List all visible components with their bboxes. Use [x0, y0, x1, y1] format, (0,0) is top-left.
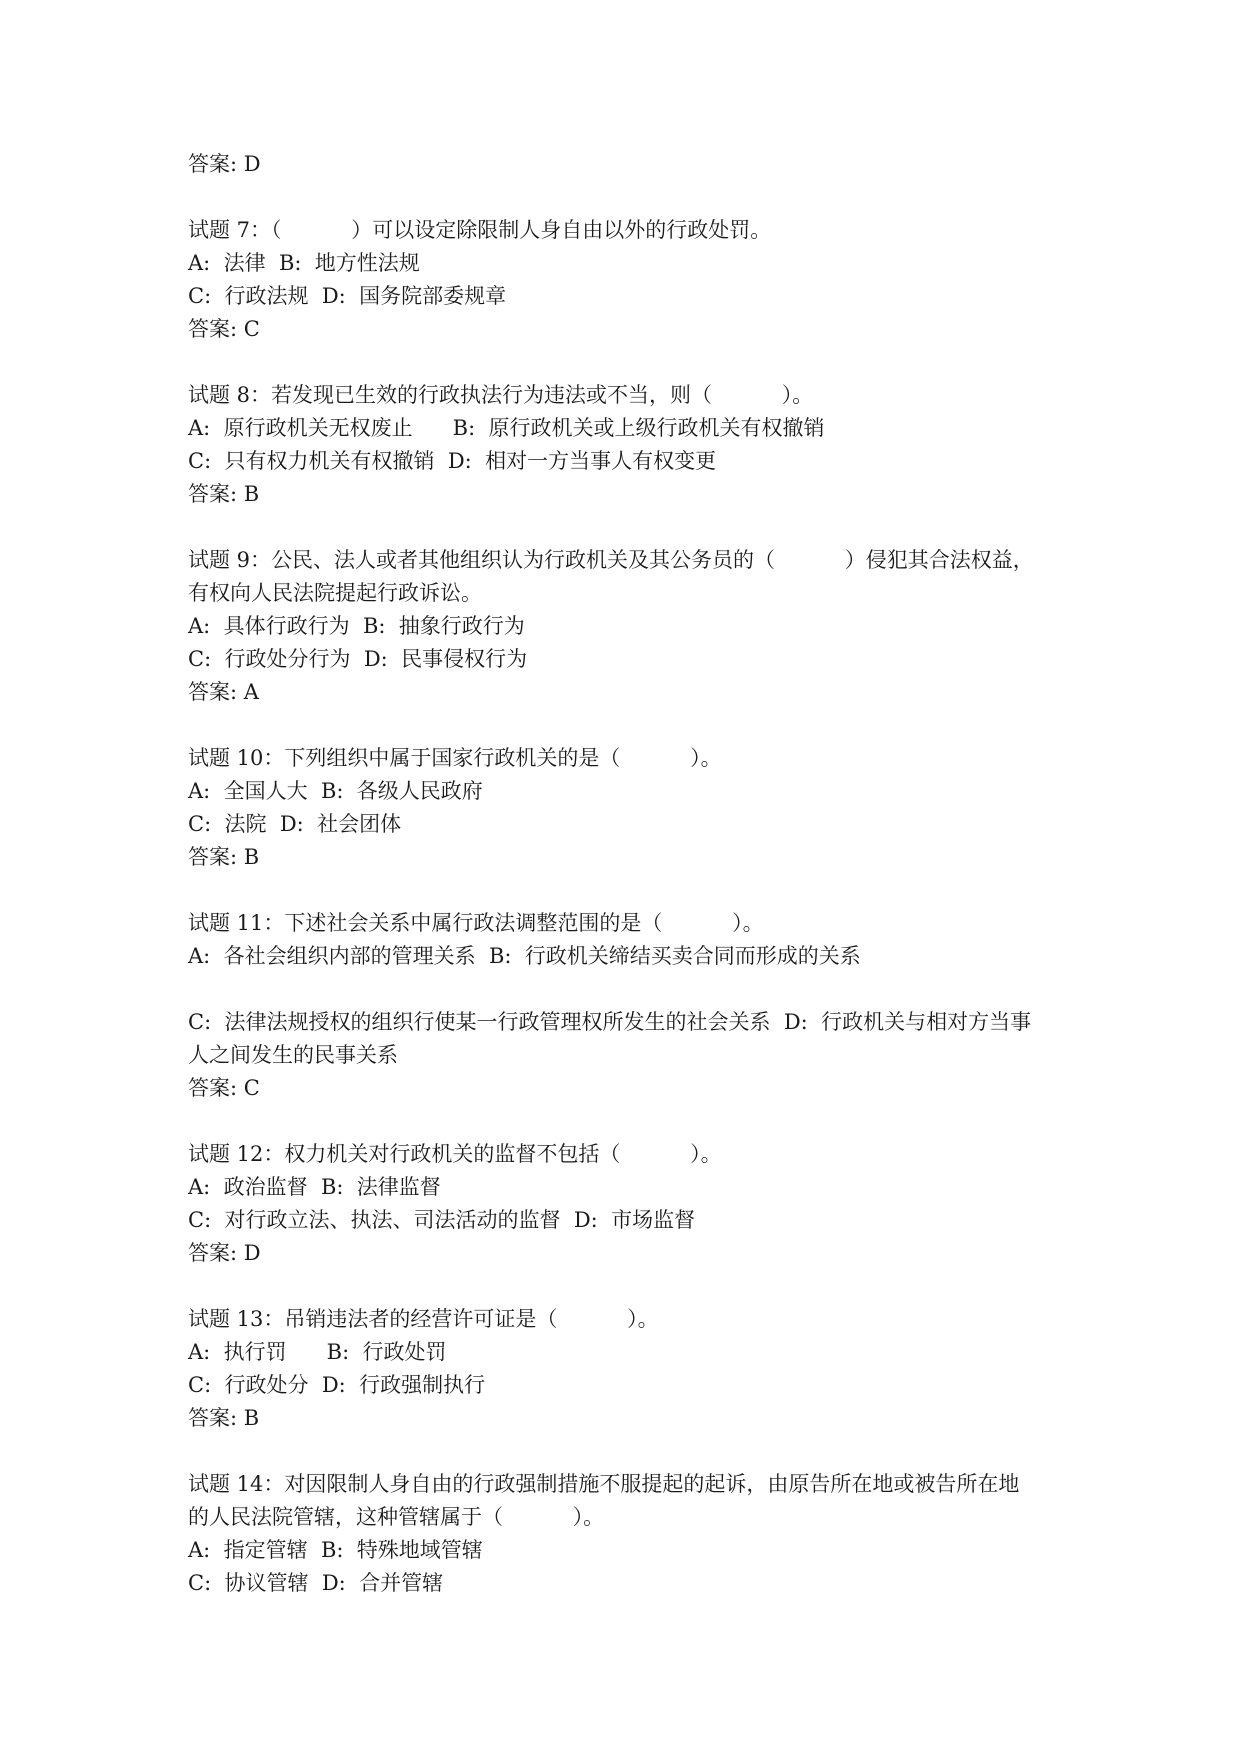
options-line: A: 指定管辖 B: 特殊地域管辖 [188, 1538, 483, 1562]
options-line: C: 对行政立法、执法、司法活动的监督 D: 市场监督 [188, 1208, 696, 1232]
question-14: 试题 14：对因限制人身自由的行政强制措施不服提起的起诉，由原告所在地或被告所在地 [188, 1472, 1020, 1496]
blank-line [188, 1435, 1068, 1468]
options-line: A: 具体行政行为 B: 抽象行政行为 [188, 614, 525, 638]
blank-line [188, 709, 1068, 742]
question-7: 试题 7：（ ）可以设定除限制人身自由以外的行政处罚。 [188, 218, 772, 242]
text-line: 答案: D [188, 152, 261, 176]
blank-line [188, 511, 1068, 544]
options-line: C: 法律法规授权的组织行使某一行政管理权所发生的社会关系 D: 行政机关与相对方当事 [188, 1010, 1032, 1034]
options-line: A: 原行政机关无权废止 B: 原行政机关或上级行政机关有权撤销 [188, 416, 825, 440]
options-line: C: 协议管辖 D: 合并管辖 [188, 1571, 444, 1595]
answer-line: 答案: C [188, 1076, 260, 1100]
blank-line [188, 1105, 1068, 1138]
question-10: 试题 10：下列组织中属于国家行政机关的是（ ）。 [188, 746, 722, 770]
options-line: C: 法院 D: 社会团体 [188, 812, 402, 836]
options-line: C: 只有权力机关有权撤销 D: 相对一方当事人有权变更 [188, 449, 717, 473]
question-9-continued: 有权向人民法院提起行政诉讼。 [188, 581, 482, 605]
answer-line: 答案: D [188, 1241, 261, 1265]
blank-line [188, 973, 1068, 1006]
answer-line: 答案: B [188, 1406, 260, 1430]
question-9: 试题 9：公民、法人或者其他组织认为行政机关及其公务员的（ ）侵犯其合法权益， [188, 548, 1034, 572]
options-line: A: 全国人大 B: 各级人民政府 [188, 779, 483, 803]
options-line: A: 法律 B: 地方性法规 [188, 251, 420, 275]
options-line-continued: 人之间发生的民事关系 [188, 1043, 398, 1067]
question-11: 试题 11：下述社会关系中属行政法调整范围的是（ ）。 [188, 911, 764, 935]
options-line: A: 政治监督 B: 法律监督 [188, 1175, 441, 1199]
blank-line [188, 874, 1068, 907]
options-line: C: 行政处分行为 D: 民事侵权行为 [188, 647, 528, 671]
question-13: 试题 13：吊销违法者的经营许可证是（ ）。 [188, 1307, 659, 1331]
answer-line: 答案: A [188, 680, 259, 704]
document-page [188, 148, 1068, 1600]
options-line: C: 行政处分 D: 行政强制执行 [188, 1373, 486, 1397]
blank-line [188, 181, 1068, 214]
blank-line [188, 1270, 1068, 1303]
answer-line: 答案: C [188, 317, 260, 341]
options-line: A: 各社会组织内部的管理关系 B: 行政机关缔结买卖合同而形成的关系 [188, 944, 861, 968]
question-14-continued: 的人民法院管辖，这种管辖属于（ ）。 [188, 1505, 605, 1529]
options-line: C: 行政法规 D: 国务院部委规章 [188, 284, 507, 308]
answer-line: 答案: B [188, 482, 260, 506]
question-8: 试题 8：若发现已生效的行政执法行为违法或不当，则（ ）。 [188, 383, 814, 407]
blank-line [188, 346, 1068, 379]
options-line: A: 执行罚 B: 行政处罚 [188, 1340, 447, 1364]
answer-line: 答案: B [188, 845, 260, 869]
question-12: 试题 12：权力机关对行政机关的监督不包括（ ）。 [188, 1142, 722, 1166]
